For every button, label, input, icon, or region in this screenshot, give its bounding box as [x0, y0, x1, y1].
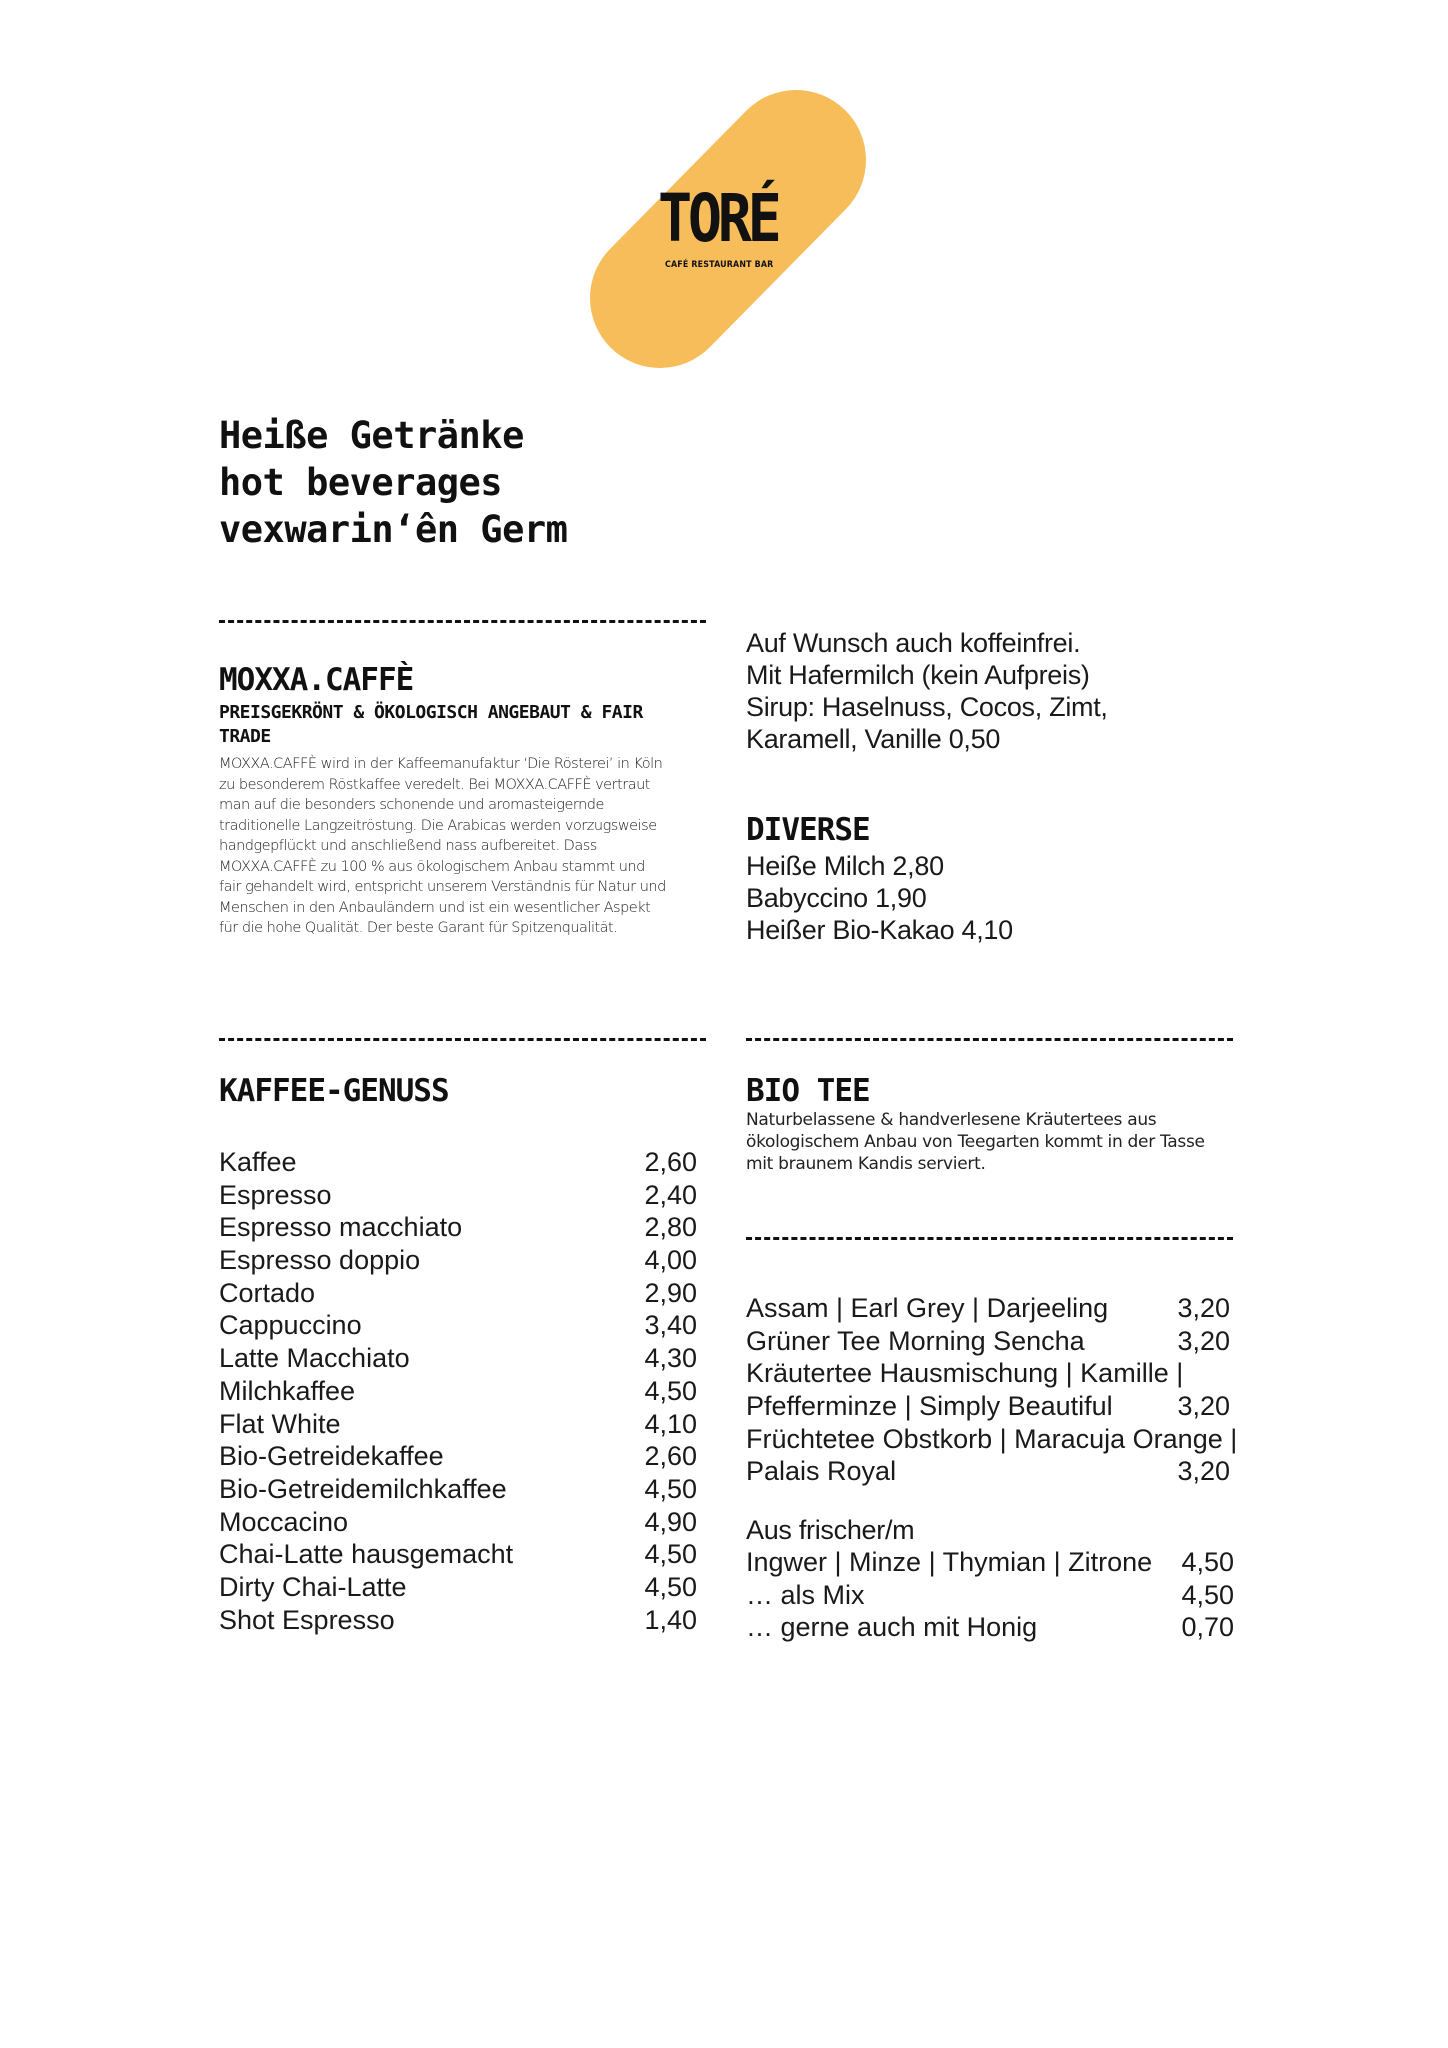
- menu-item: [219, 1146, 697, 1179]
- menu-item-price: 2,60: [644, 1147, 697, 1177]
- menu-item: [219, 1604, 697, 1637]
- menu-item-price: 3,20: [1177, 1391, 1230, 1422]
- menu-item-price: 2,40: [644, 1179, 697, 1210]
- menu-item-price: 4,50: [1181, 1579, 1234, 1610]
- menu-item-price: 2,90: [644, 1277, 697, 1308]
- menu-item-name: Espresso doppio: [219, 1245, 421, 1276]
- menu-item-price: 4,50: [644, 1571, 697, 1602]
- menu-item-name: Espresso macchiato: [219, 1212, 463, 1243]
- menu-item-name: Chai-Latte hausgemacht: [219, 1539, 514, 1570]
- menu-item: [219, 1440, 697, 1473]
- menu-item-name: Latte Macchiato: [219, 1343, 410, 1374]
- menu-item: [219, 1277, 697, 1310]
- menu-item-name: Cappuccino: [219, 1310, 362, 1341]
- menu-item-name: Bio-Getreidemilchkaffee: [219, 1473, 507, 1504]
- option-line: Sirup: Haselnuss, Cocos, Zimt,: [746, 692, 1108, 722]
- menu-item: [746, 1292, 1230, 1325]
- diverse-item: Heiße Milch 2,80: [746, 851, 944, 881]
- brand-name: TORÉ: [658, 180, 778, 257]
- menu-item: [219, 1244, 697, 1277]
- menu-item-price: 3,40: [644, 1310, 697, 1341]
- menu-item-name: Früchtetee Obstkorb | Maracuja Orange |: [746, 1423, 1238, 1454]
- title-line: vexwarin‘ên Germ: [219, 508, 568, 551]
- menu-item: [219, 1473, 697, 1506]
- divider: [746, 1038, 1233, 1041]
- menu-item: [219, 1538, 697, 1571]
- menu-item-name: Espresso: [219, 1179, 332, 1210]
- biotee-heading: BIO TEE: [746, 1073, 870, 1109]
- divider: [219, 620, 706, 623]
- menu-item-price: 0,70: [1181, 1612, 1234, 1643]
- brand-tagline: CAFÉ RESTAURANT BAR: [665, 260, 774, 270]
- biotee-description: Naturbelassene & handverlesene Kräutertees aus ökologischem Anbau von Teegarten kommt in der Tasse mit braunem Kandis serviert.: [746, 1110, 1205, 1174]
- menu-item-price: 4,50: [644, 1539, 697, 1570]
- menu-item: [219, 1179, 697, 1212]
- menu-item-name: Assam | Earl Grey | Darjeeling: [746, 1293, 1109, 1323]
- coffee-options: [746, 627, 1108, 755]
- moxxa-description: MOXXA.CAFFÈ wird in der Kaffeemanufaktur ‘Die Rösterei’ in Köln zu besonderem Röstkaffee veredelt. Bei MOXXA.CAFFÈ vertraut man auf die besonders schonende und aromasteigernde traditionelle Langzeitröstung. Die Arabicas werden vorzugsweise handgepflückt und anschließend nass aufbereitet. Dass MOXXA.CAFFÈ zu 100 % aus ökologischem Anbau stammt und fair gehandelt wird, entspricht unserem Verständnis für Natur und Menschen in den Anbauländern und ist ein wesentlicher Aspekt für die hohe Qualität. Der beste Garant für Spitzenqualität.: [219, 756, 666, 936]
- menu-item-price: 3,20: [1177, 1456, 1230, 1487]
- option-line: Mit Hafermilch (kein Aufpreis): [746, 660, 1090, 690]
- option-line: Karamell, Vanille 0,50: [746, 724, 1001, 754]
- menu-item-price: 4,00: [644, 1245, 697, 1276]
- menu-item: [219, 1571, 697, 1604]
- menu-item-price: 4,30: [644, 1343, 697, 1374]
- diverse-item: Heißer Bio-Kakao 4,10: [746, 915, 1013, 945]
- menu-item-name: Ingwer | Minze | Thymian | Zitrone: [746, 1547, 1153, 1577]
- menu-item-price: 1,40: [644, 1604, 697, 1635]
- diverse-list: [746, 850, 1013, 946]
- divider: [219, 1038, 706, 1041]
- menu-item: [219, 1309, 697, 1342]
- fresh-price-list: [746, 1546, 1234, 1644]
- moxxa-subheading: PREISGEKRÖNT & ÖKOLOGISCH ANGEBAUT & FAIR TRADE: [219, 702, 643, 747]
- menu-item-price: 3,20: [1177, 1325, 1230, 1356]
- fresh-heading: Aus frischer/m: [746, 1515, 915, 1545]
- divider: [746, 1237, 1233, 1240]
- menu-item-price: 4,50: [644, 1473, 697, 1504]
- page-title: [219, 412, 567, 553]
- menu-item-price: 3,20: [1177, 1293, 1230, 1323]
- menu-item: [746, 1325, 1230, 1358]
- menu-item-name: Moccacino: [219, 1506, 349, 1537]
- menu-item-name: … als Mix: [746, 1579, 865, 1610]
- title-line: hot beverages: [219, 461, 503, 504]
- menu-item-price: 2,80: [644, 1212, 697, 1243]
- moxxa-heading: MOXXA.CAFFÈ: [219, 662, 414, 698]
- menu-item-name: Bio-Getreidekaffee: [219, 1441, 444, 1472]
- menu-item-name: Dirty Chai-Latte: [219, 1571, 407, 1602]
- menu-item: [746, 1579, 1234, 1612]
- menu-item-name: Cortado: [219, 1277, 316, 1308]
- tee-price-list: [746, 1292, 1238, 1488]
- menu-item: [746, 1611, 1234, 1644]
- menu-item-name: Milchkaffee: [219, 1375, 356, 1406]
- kaffee-heading: KAFFEE-GENUSS: [219, 1073, 449, 1109]
- option-line: Auf Wunsch auch koffeinfrei.: [746, 628, 1081, 658]
- menu-item: [746, 1455, 1230, 1488]
- menu-item-name: Grüner Tee Morning Sencha: [746, 1325, 1085, 1356]
- menu-item-name: Shot Espresso: [219, 1604, 395, 1635]
- menu-item-name: Pfefferminze | Simply Beautiful: [746, 1391, 1113, 1422]
- menu-item: [219, 1375, 697, 1408]
- menu-item-price: 2,60: [644, 1441, 697, 1472]
- diverse-heading: DIVERSE: [746, 812, 870, 848]
- menu-item: [746, 1390, 1230, 1423]
- title-line: Heiße Getränke: [219, 414, 524, 457]
- kaffee-price-list: [219, 1146, 697, 1636]
- menu-item: [219, 1506, 697, 1539]
- menu-item-name: … gerne auch mit Honig: [746, 1612, 1038, 1643]
- menu-item: [219, 1408, 697, 1441]
- menu-item-name: Kaffee: [219, 1147, 297, 1177]
- menu-item-price: 4,50: [1181, 1547, 1234, 1577]
- menu-item-price: 4,10: [644, 1408, 697, 1439]
- menu-item-name: Flat White: [219, 1408, 341, 1439]
- menu-item: [219, 1211, 697, 1244]
- menu-item: [746, 1423, 1238, 1456]
- menu-item-price: 4,50: [644, 1375, 697, 1406]
- menu-item: [746, 1357, 1230, 1390]
- menu-item: [746, 1546, 1234, 1579]
- diverse-item: Babyccino 1,90: [746, 883, 927, 913]
- menu-item-name: Palais Royal: [746, 1456, 897, 1487]
- menu-item: [219, 1342, 697, 1375]
- menu-item-price: 4,90: [644, 1506, 697, 1537]
- menu-item-name: Kräutertee Hausmischung | Kamille |: [746, 1358, 1184, 1389]
